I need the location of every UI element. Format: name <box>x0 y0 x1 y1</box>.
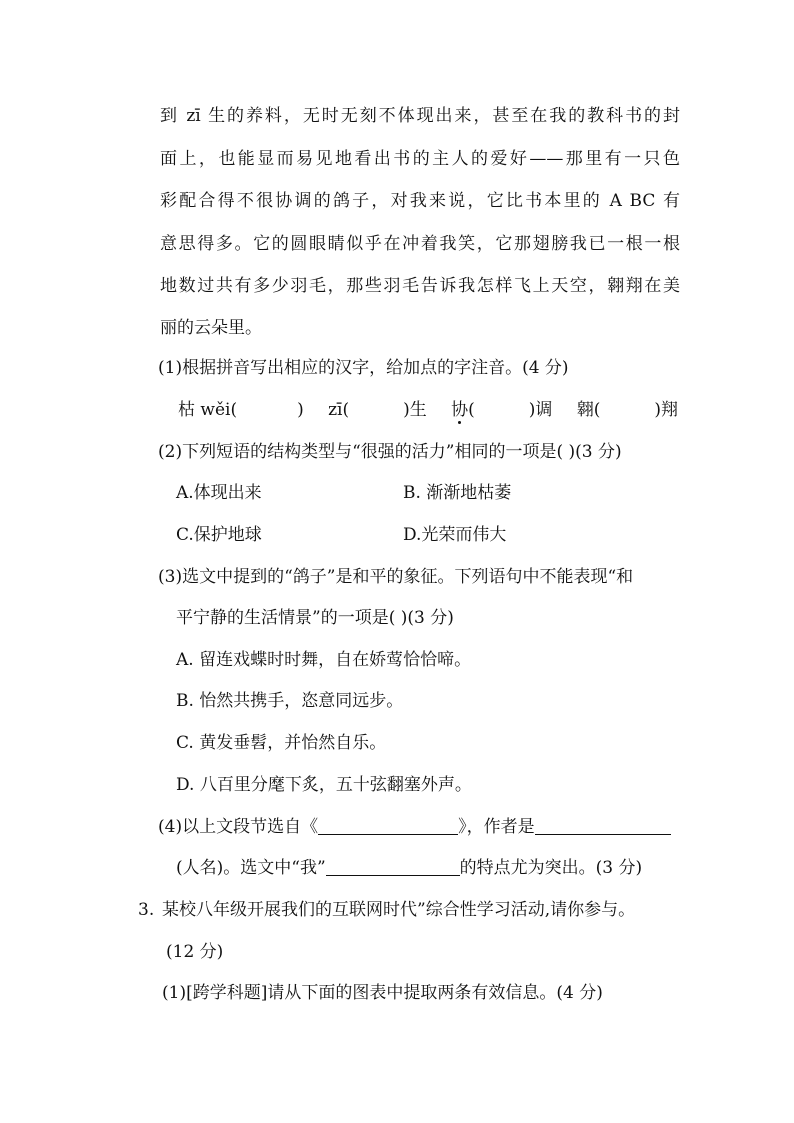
section-3-points: (12 分) <box>166 942 224 962</box>
section-3-line1: 某校八年级开展我们的互联网时代”综合性学习活动,请你参与。 <box>162 900 636 920</box>
passage-line: 到 zī 生的养料，无时无刻不体现出来，甚至在我的教科书的封 <box>160 106 680 126</box>
option-a: A. 留连戏蝶时时舞，自在娇莺恰恰啼。 <box>176 650 472 670</box>
passage-line: 丽的云朵里。 <box>160 318 262 338</box>
question-3-line1: (3)选文中提到的“鸽子”是和平的象征。下列语句中不能表现“和 <box>158 567 634 587</box>
section-3-sub1: (1)[跨学科题]请从下面的图表中提取两条有效信息。(4 分) <box>162 983 603 1003</box>
option-b: B. 怡然共携手，恣意同远步。 <box>176 691 404 711</box>
question-4-line1: (4)以上文段节选自《 》，作者是 <box>158 815 671 839</box>
option-c: C. 黄发垂髫，并怡然自乐。 <box>176 733 387 753</box>
trait-blank[interactable] <box>326 857 460 876</box>
question-2-prompt: (2)下列短语的结构类型与“很强的活力”相同的一项是( )(3 分) <box>158 442 622 462</box>
author-blank[interactable] <box>535 816 671 835</box>
question-4-line2: (人名)。选文中“我” 的特点尤为突出。(3 分) <box>176 858 643 878</box>
item-wei: 枯 wěi( ) <box>178 400 304 420</box>
passage-line: 意思得多。它的圆眼睛似乎在冲着我笑，它那翅膀我已一根一根 <box>160 234 680 254</box>
option-c: C.保护地球 <box>176 525 262 545</box>
option-d: D.光荣而伟大 <box>403 525 507 545</box>
passage-line: 面上，也能显而易见地看出书的主人的爱好——那里有一只色 <box>160 149 680 169</box>
item-ao: 翱( )翔 <box>576 400 678 420</box>
option-b: B. 渐渐地枯萎 <box>403 483 512 503</box>
passage-line: 地数过共有多少羽毛，那些羽毛告诉我怎样飞上天空，翱翔在美 <box>160 276 680 296</box>
option-a: A.体现出来 <box>176 483 262 503</box>
question-1-prompt: (1)根据拼音写出相应的汉字，给加点的字注音。(4 分) <box>158 358 569 378</box>
item-zi: zī( )生 <box>328 400 427 420</box>
option-d: D. 八百里分麾下炙，五十弦翻塞外声。 <box>176 775 472 795</box>
book-title-blank[interactable] <box>318 816 458 835</box>
passage-line: 彩配合得不很协调的鸽子，对我来说，它比书本里的 A BC 有 <box>160 191 680 211</box>
question-1-items <box>178 398 678 422</box>
question-3-line2: 平宁静的生活情景”的一项是( )(3 分) <box>176 608 454 628</box>
section-3-number: 3. <box>138 900 155 920</box>
item-xie: 协( )调 <box>451 400 553 420</box>
